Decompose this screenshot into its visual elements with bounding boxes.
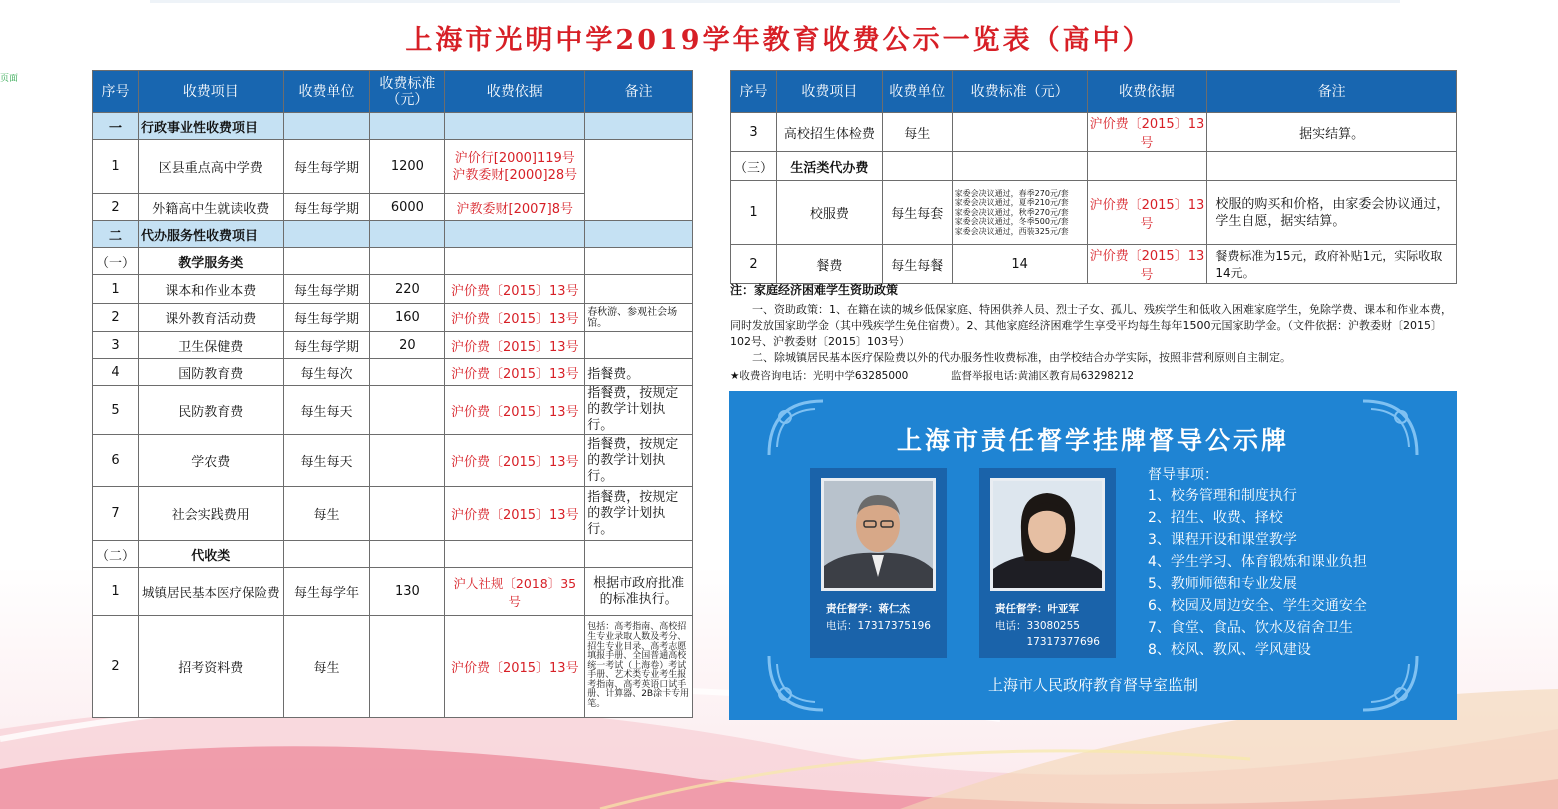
cell-unit (283, 248, 370, 275)
header-basis: 收费依据 (445, 71, 585, 113)
cell-unit (283, 221, 370, 248)
cell-no: 1 (93, 275, 139, 304)
cell-std (370, 616, 445, 718)
cell-unit: 每生每天 (283, 435, 370, 487)
table-row (93, 332, 693, 359)
table-row (93, 487, 693, 541)
header-note: 备注 (1207, 71, 1457, 113)
notes-paragraph-1: 一、资助政策：1、在籍在读的城乡低保家庭、特困供养人员、烈士子女、孤儿、残疾学生和低收入困难家庭学生，免除学费、课本和作业本费，同时发放国家助学金（其中残疾学生免住宿费）。2、其他家庭经济困难学生享受平均每生每年1500元国家助学金。（文件依据：沪教委财〔2015〕102号、沪教委财〔2015〕103号） (730, 303, 1452, 348)
cell-note: 校服的购买和价格，由家委会协议通过，学生自愿，据实结算。 (1207, 181, 1457, 245)
cell-basis: 沪教委财[2007]8号 (445, 194, 585, 221)
cell-basis (445, 248, 585, 275)
cell-item: 生活类代办费 (776, 152, 882, 181)
top-strip (150, 0, 1400, 3)
cell-no: （三） (731, 152, 777, 181)
supervisor-name: 责任督学：蒋仁杰 (826, 603, 910, 615)
cell-unit: 每生每学年 (283, 568, 370, 616)
board-title: 上海市责任督学挂牌督导公示牌 (896, 426, 1289, 455)
table-row (731, 181, 1457, 245)
table-row (93, 568, 693, 616)
cell-note (1207, 152, 1457, 181)
cell-item: 社会实践费用 (138, 487, 283, 541)
cell-basis: 沪价费〔2015〕13号 (445, 275, 585, 304)
table-row (93, 304, 693, 332)
cell-no: 6 (93, 435, 139, 487)
cell-note: 指餐费。 (585, 359, 693, 386)
cell-unit: 每生每学期 (283, 304, 370, 332)
cell-no: （一） (93, 248, 139, 275)
cell-no: 2 (93, 194, 139, 221)
cell-note: 据实结算。 (1207, 113, 1457, 152)
cell-no: 1 (731, 181, 777, 245)
cell-unit: 每生每学期 (283, 194, 370, 221)
cell-unit (283, 113, 370, 140)
cell-note: 春秋游、参观社会场馆。 (585, 304, 693, 332)
supervisor-photo (990, 478, 1105, 591)
cell-note: 餐费标准为15元，政府补贴1元，实际收取14元。 (1207, 245, 1457, 284)
header-item: 收费项目 (776, 71, 882, 113)
notes-paragraph-2: 二、除城镇居民基本医疗保险费以外的代办服务性收费标准，由学校结合办学实际，按照非营利原则自主制定。 (730, 351, 1291, 364)
cell-std-list (952, 181, 1087, 245)
header-item: 收费项目 (138, 71, 283, 113)
cell-no: 1 (93, 568, 139, 616)
notes-title: 注：家庭经济困难学生资助政策 (730, 283, 899, 297)
cell-std (952, 152, 1087, 181)
cell-note: 指餐费，按规定的教学计划执行。 (585, 435, 693, 487)
cell-std: 6000 (370, 194, 445, 221)
table-row (93, 541, 693, 568)
header-no: 序号 (731, 71, 777, 113)
cell-basis: 沪价费〔2015〕13号 (445, 487, 585, 541)
cell-unit: 每生每学期 (283, 332, 370, 359)
table-row (93, 113, 693, 140)
table-row (731, 152, 1457, 181)
std-list-line: 家委会决议通过，秋季270元/套 (954, 207, 1069, 217)
cell-note: 根据市政府批准的标准执行。 (585, 568, 693, 616)
cell-std (370, 435, 445, 487)
cell-note (585, 541, 693, 568)
cell-unit: 每生每天 (283, 386, 370, 435)
list-item: 2、招生、收费、择校 (1148, 510, 1283, 526)
cell-item: 餐费 (776, 245, 882, 284)
header-note: 备注 (585, 71, 693, 113)
cell-basis (445, 221, 585, 248)
cell-basis: 沪价费〔2015〕13号 (445, 304, 585, 332)
cell-item: 外籍高中生就读收费 (138, 194, 283, 221)
cell-note (585, 221, 693, 248)
cell-no: 一 (93, 113, 139, 140)
table-row (93, 140, 693, 194)
cell-no: 1 (93, 140, 139, 194)
contact-phones (730, 368, 1458, 384)
std-list-line: 家委会决议通过，夏季210元/套 (954, 198, 1069, 208)
cell-std (952, 113, 1087, 152)
header-standard: 收费标准（元） (952, 71, 1087, 113)
cell-unit: 每生 (882, 113, 952, 152)
page-title: 上海市光明中学2019学年教育收费公示一览表（高中） (405, 25, 1153, 56)
table-row (93, 248, 693, 275)
cell-basis: 沪人社规〔2018〕35号 (445, 568, 585, 616)
cell-unit: 每生每学期 (283, 275, 370, 304)
cell-no: 2 (731, 245, 777, 284)
table-row (93, 221, 693, 248)
cell-std: 220 (370, 275, 445, 304)
fee-table-right (730, 70, 1457, 284)
cell-basis: 沪价费〔2015〕13号 (445, 386, 585, 435)
cell-item: 招考资料费 (138, 616, 283, 718)
cell-item: 代收类 (138, 541, 283, 568)
list-item: 4、学生学习、体育锻炼和课业负担 (1148, 554, 1367, 570)
std-list-line: 家委会决议通过，冬季500元/套 (954, 217, 1069, 227)
cell-basis: 沪价费〔2015〕13号 (445, 359, 585, 386)
cell-std: 130 (370, 568, 445, 616)
cell-std (370, 541, 445, 568)
cell-note (585, 113, 693, 140)
supervisor-card (979, 468, 1116, 658)
cell-std (370, 386, 445, 435)
cell-item: 学农费 (138, 435, 283, 487)
board-footer: 上海市人民政府教育督导室监制 (987, 676, 1198, 694)
cell-no: 3 (731, 113, 777, 152)
side-link[interactable]: 页面 (0, 74, 19, 84)
cell-no: （二） (93, 541, 139, 568)
person-photo-icon (993, 481, 1102, 588)
list-item: 6、校园及周边安全、学生交通安全 (1148, 598, 1367, 614)
list-item: 5、教师师德和专业发展 (1148, 576, 1297, 592)
cell-std (370, 359, 445, 386)
table-header-row (731, 71, 1457, 113)
table-row (93, 275, 693, 304)
table-header-row (93, 71, 693, 113)
cell-std: 1200 (370, 140, 445, 194)
supervisor-card (810, 468, 947, 658)
cell-note (585, 332, 693, 359)
cell-note (585, 248, 693, 275)
aid-policy-notes (730, 282, 1458, 384)
list-item: 1、校务管理和制度执行 (1148, 488, 1297, 504)
cell-unit (283, 541, 370, 568)
cell-item: 高校招生体检费 (776, 113, 882, 152)
header-basis: 收费依据 (1087, 71, 1207, 113)
cell-no: 4 (93, 359, 139, 386)
cell-item: 教学服务类 (138, 248, 283, 275)
cell-no: 2 (93, 616, 139, 718)
cell-item: 课本和作业本费 (138, 275, 283, 304)
cell-note (585, 275, 693, 304)
cell-unit (882, 152, 952, 181)
cell-item: 课外教育活动费 (138, 304, 283, 332)
person-photo-icon (824, 481, 933, 588)
cell-note: 包括：高考指南、高校招生专业录取人数及考分、招生专业目录、高考志愿填报手册、全国普通高校统一考试（上海卷）考试手册、艺术类专业考生报考指南、高考英语口试手册、计算器、2B涂卡专用笔。 (585, 616, 693, 718)
report-phone: 监督举报电话:黄浦区教育局63298212 (951, 370, 1135, 382)
cell-unit: 每生每次 (283, 359, 370, 386)
std-list-line: 家委会决议通过，西装325元/套 (954, 226, 1069, 236)
list-item: 3、课程开设和课堂教学 (1148, 532, 1297, 548)
cell-unit: 每生每学期 (283, 140, 370, 194)
cell-note (585, 140, 693, 221)
table-row (93, 616, 693, 718)
cell-item: 代办服务性收费项目 (138, 221, 283, 248)
cell-item: 国防教育费 (138, 359, 283, 386)
table-row (93, 435, 693, 487)
items-title: 督导事项： (1148, 467, 1218, 483)
cell-note: 指餐费，按规定的教学计划执行。 (585, 386, 693, 435)
cell-std: 14 (952, 245, 1087, 284)
cell-no: 3 (93, 332, 139, 359)
cell-std (370, 113, 445, 140)
cell-basis (445, 541, 585, 568)
cell-basis: 沪价费〔2015〕13号 (445, 616, 585, 718)
cell-basis: 沪价费〔2015〕13号 (1087, 181, 1207, 245)
cell-item: 城镇居民基本医疗保险费 (138, 568, 283, 616)
cell-basis (1087, 152, 1207, 181)
cell-basis: 沪价费〔2015〕13号 (1087, 245, 1207, 284)
cell-std: 160 (370, 304, 445, 332)
header-standard: 收费标准 （元） (370, 71, 445, 113)
cell-std: 20 (370, 332, 445, 359)
cell-unit: 每生 (283, 616, 370, 718)
supervision-items-list (1148, 485, 1367, 661)
cell-basis: 沪价行[2000]119号 沪教委财[2000]28号 (445, 140, 585, 194)
header-unit: 收费单位 (882, 71, 952, 113)
cell-basis: 沪价费〔2015〕13号 (445, 332, 585, 359)
cell-no: 2 (93, 304, 139, 332)
table-row (731, 245, 1457, 284)
supervision-board (729, 391, 1457, 720)
table-row (93, 386, 693, 435)
supervisor-photo (821, 478, 936, 591)
cell-basis (445, 113, 585, 140)
cell-item: 校服费 (776, 181, 882, 245)
supervisor-phone: 电话：17317375196 (826, 620, 931, 632)
header-unit: 收费单位 (283, 71, 370, 113)
table-row (93, 359, 693, 386)
cell-basis: 沪价费〔2015〕13号 (445, 435, 585, 487)
std-list-line: 家委会决议通过，春季270元/套 (954, 188, 1069, 198)
cell-unit: 每生 (283, 487, 370, 541)
cell-item: 卫生保健费 (138, 332, 283, 359)
table-row (731, 113, 1457, 152)
cell-no: 二 (93, 221, 139, 248)
cell-no: 7 (93, 487, 139, 541)
cell-no: 5 (93, 386, 139, 435)
consult-phone: ★收费咨询电话：光明中学63285000 (730, 370, 909, 382)
cell-std (370, 221, 445, 248)
cell-std (370, 248, 445, 275)
cell-item: 区县重点高中学费 (138, 140, 283, 194)
supervisor-phone: 电话：33080255 17317377696 (995, 620, 1100, 648)
supervisor-name: 责任督学：叶亚军 (995, 603, 1079, 615)
cell-unit: 每生每餐 (882, 245, 952, 284)
cell-item: 行政事业性收费项目 (138, 113, 283, 140)
cell-basis: 沪价费〔2015〕13号 (1087, 113, 1207, 152)
list-item: 7、食堂、食品、饮水及宿舍卫生 (1148, 620, 1353, 636)
fee-table-left (92, 70, 693, 718)
cell-std (370, 487, 445, 541)
list-item: 8、校风、教风、学风建设 (1148, 642, 1311, 658)
cell-note: 指餐费，按规定的教学计划执行。 (585, 487, 693, 541)
cell-unit: 每生每套 (882, 181, 952, 245)
header-no: 序号 (93, 71, 139, 113)
cell-item: 民防教育费 (138, 386, 283, 435)
